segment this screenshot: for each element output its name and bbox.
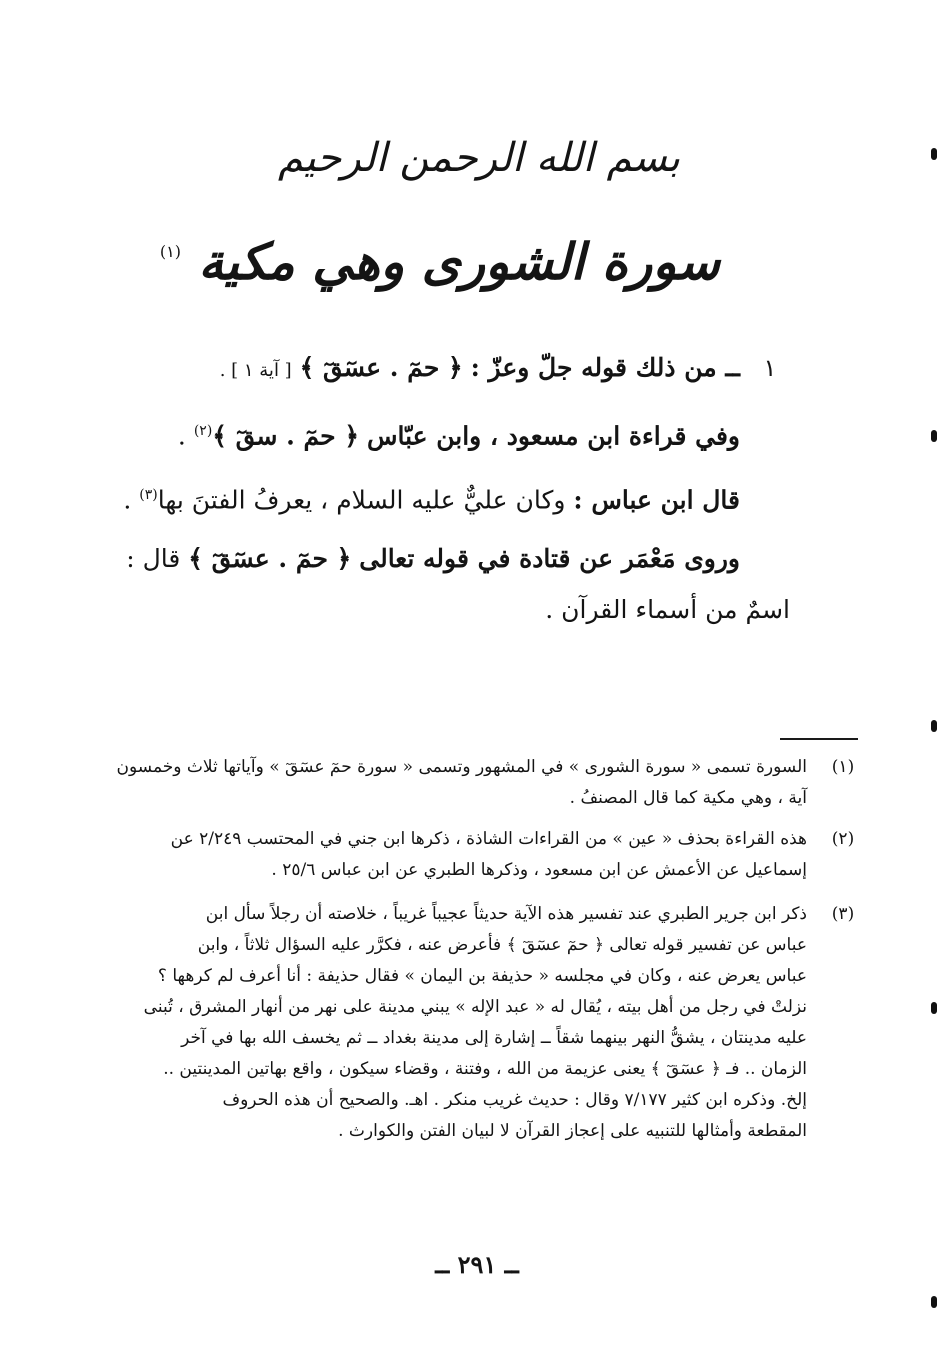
footnote-1 xyxy=(65,752,865,814)
footnote-line: نزلتْ في رجل من أهل بيته ، يُقال له « عبد الإله » يبني مدينة على نهر من أنهار المشرق ، تُبنى xyxy=(143,997,807,1017)
footnote-line: إسماعيل عن الأعمش عن ابن مسعود ، وذكرها الطبري عن ابن عباس ٢٥/٦ . xyxy=(271,860,807,880)
footnote-number: (٣) xyxy=(831,904,855,924)
body-line-3 xyxy=(123,475,740,520)
entry-number: ١ xyxy=(763,354,777,382)
line2-end: . xyxy=(177,421,186,451)
binding-mark xyxy=(931,1296,937,1308)
binding-mark xyxy=(931,430,937,442)
page-number: ــ ٢٩١ ــ xyxy=(435,1250,519,1279)
line2-verse: ﴿ حمٓ . سقٓ ﴾ xyxy=(212,421,359,451)
footnote-2 xyxy=(65,824,865,886)
footnote-line: هذه القراءة بحذف « عين » من القراءات الشاذة ، ذكرها ابن جني في المحتسب ٢/٢٤٩ عن xyxy=(170,829,807,849)
footnote-line: إلخ. وذكره ابن كثير ٧/١٧٧ وقال : حديث غريب منكر . اهـ. والصحيح أن هذه الحروف xyxy=(222,1090,807,1110)
surah-title-text: سورة الشورى وهي مكية xyxy=(198,232,720,291)
line3-lead: قال ابن عباس : xyxy=(573,485,740,515)
footnote-3 xyxy=(65,899,865,1151)
line2-lead: وفي قراءة ابن مسعود ، وابن عبّاس xyxy=(366,421,740,451)
binding-mark xyxy=(931,148,937,160)
footnote-line: آية ، وهي مكية كما قال المصنفُ . xyxy=(569,788,807,808)
footnote-line: عليه مدينتان ، يشقُّ النهر بينهما شقاً ــ إشارة إلى مدينة بغداد ــ ثم يخسف الله بها في آخر xyxy=(181,1028,807,1048)
line2-footnote-ref: (٢) xyxy=(193,423,213,439)
footnote-number: (١) xyxy=(831,757,855,777)
line3-text: وكان عليٌّ عليه السلام ، يعرفُ الفتنَ بها xyxy=(157,485,566,515)
binding-mark xyxy=(931,1002,937,1014)
body-line-1 xyxy=(160,348,740,391)
footnote-line: الزمان .. فـ ﴿ عسٓقٓ ﴾ يعنى عزيمة من الله ، وفتنة ، وقضاء سيكون ، واقع بهاتين المدينتين .. xyxy=(163,1059,807,1079)
line5-text: اسمٌ من أسماء القرآن . xyxy=(545,595,790,624)
body-line-4 xyxy=(126,539,740,579)
binding-mark xyxy=(931,720,937,732)
line1-verse: ﴿ حمٓ . عسٓقٓ ﴾ xyxy=(299,353,463,382)
body-line-2 xyxy=(160,411,740,456)
line4-verse: ﴿ حمٓ . عسٓقٓ ﴾ xyxy=(188,544,352,573)
basmala-heading: بسم الله الرحمن الرحيم xyxy=(277,135,680,181)
footnote-line: المقطعة وأمثالها للتنبيه على إعجاز القرآن لا لبيان الفتن والكوارث . xyxy=(338,1121,807,1141)
line1-lead: ــ من ذلك قوله جلّ وعزّ : xyxy=(470,353,740,382)
line1-ref: [ آية ١ ] . xyxy=(219,360,292,381)
footnote-line: عباس يعرض عنه ، وكان في مجلسه « حذيفة بن اليمان » فقال حذيفة : أنا أعرف لم كرهها ؟ xyxy=(157,966,807,986)
footnote-separator xyxy=(780,738,858,740)
line3-end: . xyxy=(123,485,132,515)
line3-footnote-ref: (٣) xyxy=(139,487,158,503)
footnote-line: عباس عن تفسير قوله تعالى ﴿ حمٓ عسٓقٓ ﴾ فأعرض عنه ، فكرَّر عليه السؤال ثلاثاً ، وابن xyxy=(197,935,807,955)
body-line-5 xyxy=(210,590,790,630)
surah-title xyxy=(159,222,720,302)
footnote-number: (٢) xyxy=(831,829,855,849)
footnote-line: ذكر ابن جرير الطبري عند تفسير هذه الآية حديثاً عجيباً غريباً ، خلاصته أن رجلاً سأل ابن xyxy=(205,904,807,924)
line4-end: قال : xyxy=(126,544,181,573)
surah-title-footnote-ref: (١) xyxy=(159,242,181,261)
line4-lead: وروى مَعْمَر عن قتادة في قوله تعالى xyxy=(359,544,740,573)
footnote-line: السورة تسمى « سورة الشورى » في المشهور وتسمى « سورة حمٓ عسٓقٓ » وآياتها ثلاث وخمسون xyxy=(116,757,807,777)
